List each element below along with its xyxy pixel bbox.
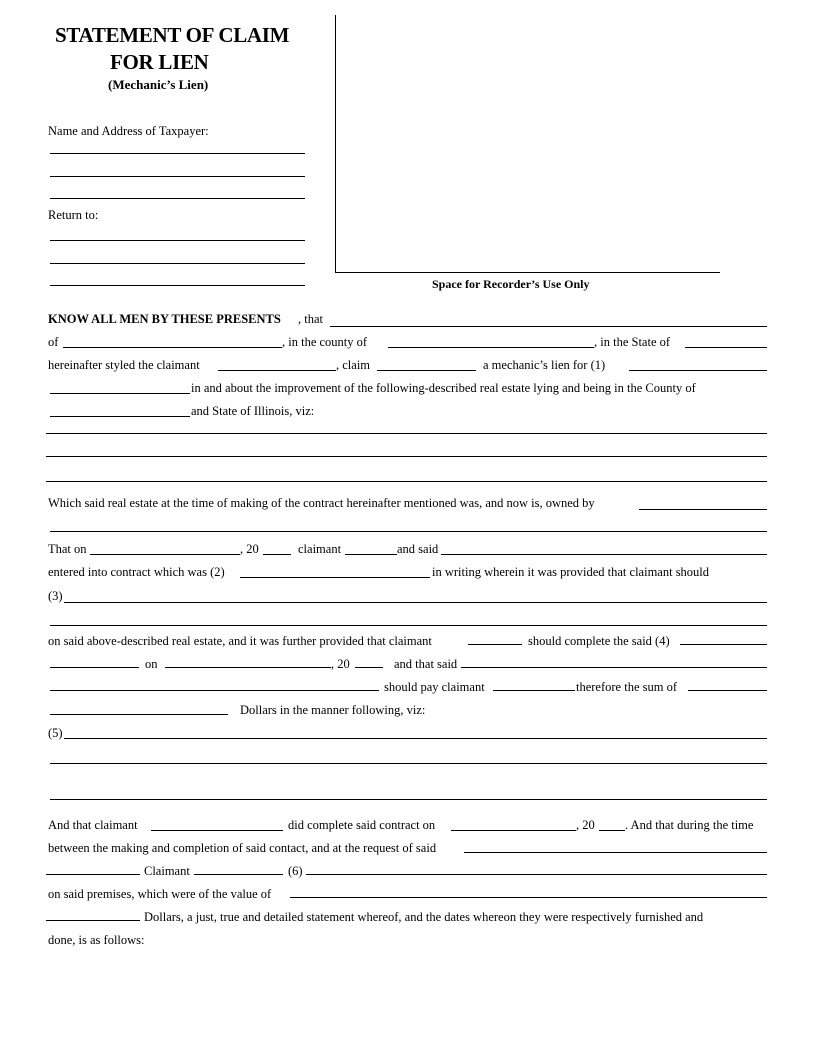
- of-text: of: [48, 335, 59, 349]
- lien-item-1-field[interactable]: [629, 370, 767, 371]
- claimant-city-field[interactable]: [63, 347, 282, 348]
- owned-by-text: Which said real estate at the time of making of the contract hereinafter mentioned was, and now is, owned by: [48, 496, 595, 510]
- legal-description-line-3[interactable]: [46, 481, 767, 482]
- payer-name-continued-field[interactable]: [50, 690, 379, 691]
- completion-year-field[interactable]: [355, 667, 383, 668]
- styled-claimant-field[interactable]: [218, 370, 336, 371]
- did-complete-year-field[interactable]: [599, 830, 625, 831]
- should-complete-text: should complete the said (4): [528, 634, 670, 648]
- taxpayer-line-3[interactable]: [50, 198, 305, 199]
- dollars-manner-text: Dollars in the manner following, viz:: [240, 703, 426, 717]
- taxpayer-line-1[interactable]: [50, 153, 305, 154]
- claimant-county-field[interactable]: [388, 347, 594, 348]
- on-text: on: [145, 657, 158, 671]
- improvement-text: in and about the improvement of the following-described real estate lying and being in the County of: [191, 381, 696, 395]
- did-complete-text: did complete said contract on: [288, 818, 436, 832]
- between-making-text: between the making and completion of said contact, and at the request of said: [48, 841, 437, 855]
- owner-name-field[interactable]: [639, 509, 767, 510]
- recorder-box-left-border: [335, 15, 336, 272]
- completion-date-field[interactable]: [165, 667, 331, 668]
- recorder-box-bottom-border: [335, 272, 720, 273]
- claimant-furnished-field[interactable]: [194, 874, 283, 875]
- item-5-continued-field-1[interactable]: [50, 763, 767, 764]
- item-6-field[interactable]: [306, 874, 767, 875]
- done-as-follows-text: done, is as follows:: [48, 933, 145, 947]
- and-that-said-text: and that said: [394, 657, 458, 671]
- value-field[interactable]: [290, 897, 767, 898]
- styled-claimant-text: hereinafter styled the claimant: [48, 358, 200, 372]
- dollars-statement-text: Dollars, a just, true and detailed statement whereof, and the dates whereon they were respectively furnished and: [144, 910, 704, 924]
- request-party-continued-field[interactable]: [46, 874, 140, 875]
- taxpayer-label: Name and Address of Taxpayer:: [48, 124, 209, 138]
- therefore-sum-text: therefore the sum of: [576, 680, 678, 694]
- did-complete-date-field[interactable]: [451, 830, 576, 831]
- that-text: , that: [298, 312, 323, 326]
- item-3-field[interactable]: [64, 602, 767, 603]
- return-to-line-1[interactable]: [50, 240, 305, 241]
- sum-field[interactable]: [688, 690, 767, 691]
- should-pay-text: should pay claimant: [384, 680, 485, 694]
- item-6-label: (6): [288, 864, 303, 878]
- improvement-field[interactable]: [50, 393, 190, 394]
- item-4-continued-field[interactable]: [50, 667, 139, 668]
- item-5-label: (5): [48, 726, 63, 740]
- item-5-continued-field-2[interactable]: [50, 799, 767, 800]
- comma-20-text-3: , 20: [576, 818, 595, 832]
- in-writing-text: in writing wherein it was provided that claimant should: [432, 565, 710, 579]
- and-that-claimant-text: And that claimant: [48, 818, 138, 832]
- document-title-line2: FOR LIEN: [110, 50, 209, 74]
- further-claimant-field[interactable]: [468, 644, 522, 645]
- item-3-continued-field[interactable]: [50, 625, 767, 626]
- payer-name-field[interactable]: [461, 667, 767, 668]
- value-dollars-field[interactable]: [46, 920, 140, 921]
- know-all-men-heading: KNOW ALL MEN BY THESE PRESENTS: [48, 312, 281, 326]
- claimant-blank-field[interactable]: [345, 554, 397, 555]
- entered-contract-text: entered into contract which was (2): [48, 565, 225, 579]
- return-to-line-2[interactable]: [50, 263, 305, 264]
- claimant-label-2: Claimant: [144, 864, 190, 878]
- claim-text: , claim: [336, 358, 371, 372]
- item-5-field[interactable]: [64, 738, 767, 739]
- item-3-label: (3): [48, 589, 63, 603]
- return-to-line-3[interactable]: [50, 285, 305, 286]
- document-subtitle: (Mechanic’s Lien): [108, 77, 209, 92]
- item-4-field[interactable]: [680, 644, 767, 645]
- dollars-amount-field[interactable]: [50, 714, 228, 715]
- claimant-text: claimant: [298, 542, 342, 556]
- contract-year-field[interactable]: [263, 554, 291, 555]
- owner-name-continued-field[interactable]: [50, 531, 767, 532]
- county-of-real-estate-field[interactable]: [50, 416, 190, 417]
- contract-type-field[interactable]: [240, 577, 430, 578]
- taxpayer-line-2[interactable]: [50, 176, 305, 177]
- comma-20-text-2: , 20: [331, 657, 350, 671]
- claimant-state-field[interactable]: [685, 347, 767, 348]
- pay-claimant-field[interactable]: [493, 690, 575, 691]
- return-to-label: Return to:: [48, 208, 99, 222]
- value-of-text: on said premises, which were of the value of: [48, 887, 272, 901]
- document-title-line1: STATEMENT OF CLAIM: [55, 23, 290, 47]
- legal-description-line-2[interactable]: [46, 456, 767, 457]
- during-time-text: . And that during the time: [625, 818, 754, 832]
- and-said-text: and said: [397, 542, 439, 556]
- contract-date-field[interactable]: [90, 554, 240, 555]
- request-party-field[interactable]: [464, 852, 767, 853]
- completing-claimant-field[interactable]: [151, 830, 283, 831]
- county-text: , in the county of: [282, 335, 368, 349]
- mechanics-lien-text: a mechanic’s lien for (1): [483, 358, 606, 372]
- contracting-party-field[interactable]: [441, 554, 767, 555]
- that-on-text: That on: [48, 542, 87, 556]
- state-of-illinois-text: and State of Illinois, viz:: [191, 404, 315, 418]
- recorder-caption: Space for Recorder’s Use Only: [432, 277, 590, 291]
- claimant-name-field[interactable]: [330, 326, 767, 327]
- legal-description-line-1[interactable]: [46, 433, 767, 434]
- state-text: , in the State of: [594, 335, 671, 349]
- comma-20-text: , 20: [240, 542, 259, 556]
- further-provided-text: on said above-described real estate, and it was further provided that claimant: [48, 634, 432, 648]
- claim-field[interactable]: [377, 370, 476, 371]
